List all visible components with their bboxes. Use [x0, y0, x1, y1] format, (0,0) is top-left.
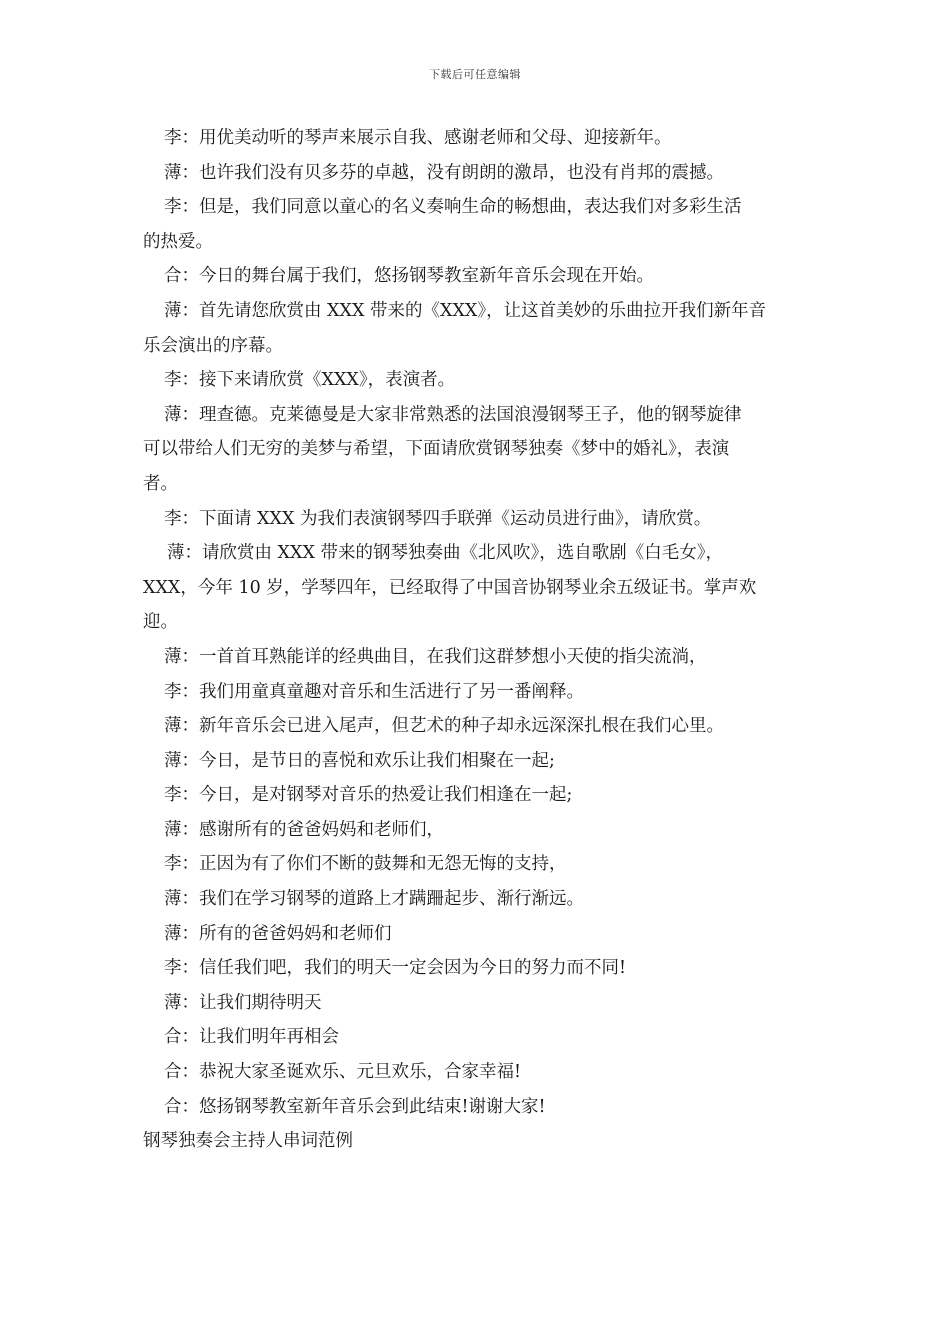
- text-line: 迎。: [143, 612, 178, 633]
- text-line: 李：今日，是对钢琴对音乐的热爱让我们相逢在一起;: [164, 785, 573, 806]
- text-line: 薄：今日，是节日的喜悦和欢乐让我们相聚在一起;: [164, 750, 555, 771]
- text-line: 薄：一首首耳熟能详的经典曲目，在我们这群梦想小天使的指尖流淌，: [164, 646, 707, 667]
- text-line: 薄：首先请您欣赏由 XXX 带来的《XXX》，让这首美妙的乐曲拉开我们新年音: [164, 300, 767, 321]
- text-line: 乐会演出的序幕。: [143, 335, 283, 356]
- text-line: 薄：感谢所有的爸爸妈妈和老师们，: [164, 819, 444, 840]
- page-header: 下载后可任意编辑: [429, 68, 521, 81]
- text-line: 合：今日的舞台属于我们，悠扬钢琴教室新年音乐会现在开始。: [164, 266, 654, 287]
- text-line: 李：用优美动听的琴声来展示自我、感谢老师和父母、迎接新年。: [164, 128, 672, 148]
- text-line: 薄：所有的爸爸妈妈和老师们: [164, 923, 392, 944]
- text-line: 薄：也许我们没有贝多芬的卓越，没有朗朗的激昂，也没有肖邦的震撼。: [164, 162, 724, 183]
- text-line: 合：悠扬钢琴教室新年音乐会到此结束!谢谢大家!: [164, 1096, 546, 1117]
- text-line: 李：下面请 XXX 为我们表演钢琴四手联弹《运动员进行曲》，请欣赏。: [164, 508, 712, 529]
- text-line: XXX，今年 10 岁，学琴四年，已经取得了中国音协钢琴业余五级证书。掌声欢: [143, 577, 757, 598]
- document-body: [143, 121, 815, 1159]
- text-line: 薄：我们在学习钢琴的道路上才蹒跚起步、渐行渐远。: [164, 889, 584, 910]
- text-line: 薄：新年音乐会已进入尾声，但艺术的种子却永远深深扎根在我们心里。: [164, 716, 724, 737]
- text-line: 合：恭祝大家圣诞欢乐、元旦欢乐，合家幸福!: [164, 1062, 522, 1083]
- text-line: 李：信任我们吧，我们的明天一定会因为今日的努力而不同!: [164, 958, 627, 979]
- text-line: 薄：请欣赏由 XXX 带来的钢琴独奏曲《北风吹》，选自歌剧《白毛女》，: [167, 543, 723, 564]
- text-line: 可以带给人们无穷的美梦与希望，下面请欣赏钢琴独奏《梦中的婚礼》，表演: [143, 439, 730, 460]
- text-line: 薄：理查德。克莱德曼是大家非常熟悉的法国浪漫钢琴王子，他的钢琴旋律: [164, 404, 742, 425]
- text-line: 的热爱。: [143, 231, 213, 252]
- text-line: 李：接下来请欣赏《XXX》，表演者。: [164, 370, 456, 391]
- text-line: 薄：让我们期待明天: [164, 992, 322, 1013]
- text-line: 李：但是，我们同意以童心的名义奏响生命的畅想曲，表达我们对多彩生活: [164, 197, 742, 218]
- text-line: 李：我们用童真童趣对音乐和生活进行了另一番阐释。: [164, 681, 584, 702]
- text-line: 李：正因为有了你们不断的鼓舞和无怨无悔的支持，: [164, 854, 567, 875]
- text-line: 合：让我们明年再相会: [164, 1027, 339, 1048]
- text-line: 者。: [143, 473, 178, 494]
- text-line: 钢琴独奏会主持人串词范例: [143, 1131, 353, 1152]
